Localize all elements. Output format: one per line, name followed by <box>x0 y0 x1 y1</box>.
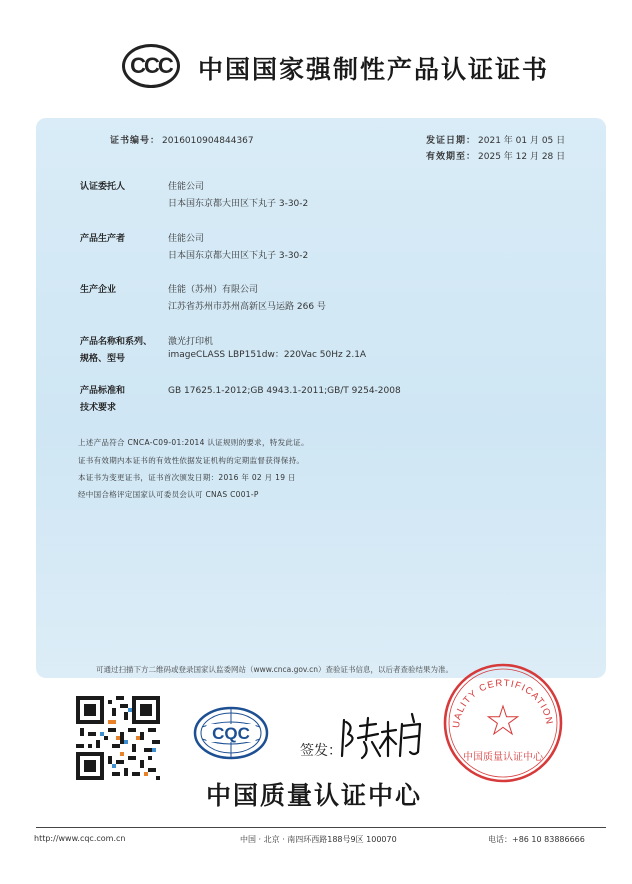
product-label-2: 规格、型号 <box>80 354 126 364</box>
applicant-name: 佳能公司 <box>168 182 205 192</box>
issue-date-value: 2021 年 01 月 05 日 <box>478 136 566 146</box>
official-seal-stamp <box>440 660 566 786</box>
seal-english-text: UALITY CERTIFICATION <box>450 677 555 729</box>
factory-name: 佳能（苏州）有限公司 <box>168 285 259 295</box>
signature-image <box>336 712 436 764</box>
standards-value: GB 17625.1-2012;GB 4943.1-2011;GB/T 9254-2008 <box>168 386 401 396</box>
ccc-logo-text: CCC <box>130 53 172 78</box>
expiry-date <box>426 149 565 162</box>
factory-label: 生产企业 <box>80 285 117 295</box>
ccc-mark-logo <box>122 44 180 88</box>
expiry-date-value: 2025 年 12 月 28 日 <box>478 152 566 162</box>
issuer-label: 签发： <box>300 743 342 759</box>
applicant-address: 日本国东京都大田区下丸子 3-30-2 <box>168 199 309 209</box>
factory-address: 江苏省苏州市苏州高新区马运路 266 号 <box>168 302 326 312</box>
manufacturer-name: 佳能公司 <box>168 234 205 244</box>
applicant-label: 认证委托人 <box>80 182 126 192</box>
note-line-4: 经中国合格评定国家认可委员会认可 CNAS C001-P <box>78 490 259 499</box>
note-line-1: 上述产品符合 CNCA-C09-01:2014 认证规则的要求，特发此证。 <box>78 438 309 447</box>
footer-phone: 电话：+86 10 83886666 <box>488 835 585 844</box>
manufacturer-address: 日本国东京都大田区下丸子 3-30-2 <box>168 251 309 261</box>
cert-no-value: 2016010904844367 <box>162 136 254 146</box>
expiry-date-label: 有效期至： <box>426 152 477 162</box>
issue-date-label: 发证日期： <box>426 136 477 146</box>
cqc-logo-text: CQC <box>212 724 250 743</box>
product-label-1: 产品名称和系列、 <box>80 337 153 347</box>
product-model: imageCLASS LBP151dw：220Vac 50Hz 2.1A <box>168 350 367 360</box>
note-line-2: 证书有效期内本证书的有效性依据发证机构的定期监督获得保持。 <box>78 456 305 465</box>
qr-code[interactable] <box>76 696 160 780</box>
certificate-title: 中国国家强制性产品认证证书 <box>198 55 550 84</box>
cert-no-label: 证书编号： <box>110 136 161 146</box>
issuing-body-name: 中国质量认证中心 <box>206 781 423 810</box>
seal-chinese-text: 中国质量认证中心 <box>463 752 543 763</box>
cqc-logo <box>192 705 270 761</box>
footer-address: 中国 · 北京 · 南四环西路188号9区 100070 <box>240 835 397 844</box>
standards-label-1: 产品标准和 <box>80 386 126 396</box>
standards-label-2: 技术要求 <box>80 403 117 413</box>
verification-instructions: 可通过扫描下方二维码或登录国家认监委网站（www.cnca.gov.cn）查验证书信息，以后者查验结果为准。 <box>96 665 454 674</box>
footer-divider <box>36 827 606 828</box>
manufacturer-label: 产品生产者 <box>80 234 126 244</box>
footer-website-link[interactable]: http://www.cqc.com.cn <box>34 834 126 843</box>
note-line-3: 本证书为变更证书，证书首次颁发日期：2016 年 02 月 19 日 <box>78 473 296 482</box>
product-name: 激光打印机 <box>168 337 214 347</box>
issue-date <box>426 133 565 146</box>
certificate-number <box>110 133 254 146</box>
